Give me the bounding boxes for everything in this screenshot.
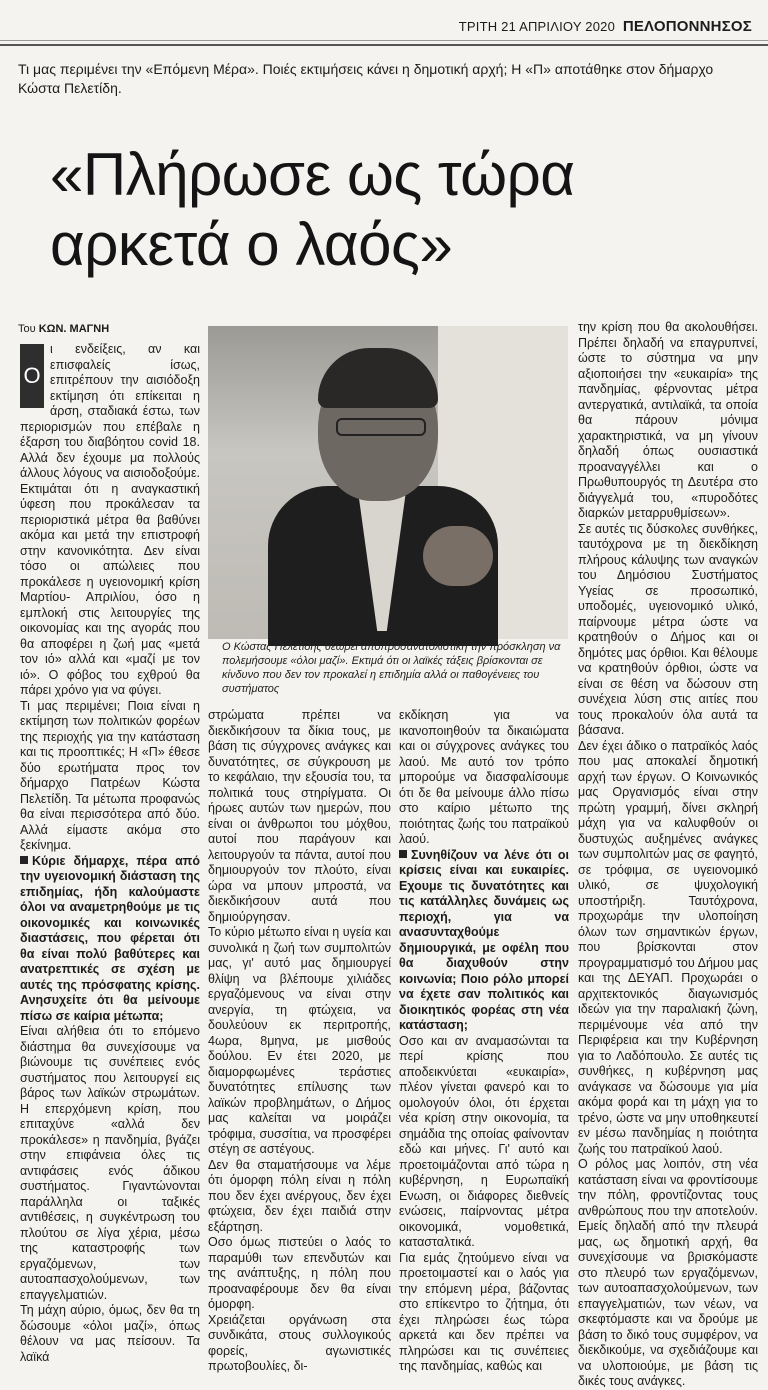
paragraph: Το κύριο μέτωπο είναι η υγεία και συνολικά η ζωή των συμπολιτών μας, γι' αυτό μας δημιουργεί θλίψη να βλέπουμε χιλιάδες εργαζόμενους να είναι στην ανεργία, τη φτώχεια, να δουλεύουν εκ περιτροπής, 4ωρα, 8μηνα, με μισθούς δούλου. Εν έτει 2020, με διαμορφωμένες τεράστιες δυνατότητες επίλυσης των λαϊκών προβλημάτων, ο Δήμος μας καλείται να μοιράζει τρόφιμα, συσσίτια, να προσφέρει στέγη σε αστέγους.	[208, 925, 391, 1156]
question-text: Συνηθίζουν να λένε ότι οι κρίσεις είναι και ευκαιρίες. Εχουμε τις δυνατότητες και τις κατάλληλες δυνάμεις ως περιοχή, για να ανασυνταχθούμε δημιουργικά, με οφέλη που θα διαχυθούν στην κοινωνία; Ποιο ρόλο μπορεί να έχετε σαν πολιτικός και διοικητικός φορέας στη νέα κατάσταση;	[399, 847, 569, 1032]
paragraph: Δεν θα σταματήσουμε να λέμε ότι όμορφη πόλη είναι η πόλη που δεν έχει ανέργους, δεν έχει φτώχεια, δεν έχει παιδιά στην εξάρτηση.	[208, 1157, 391, 1234]
paragraph: την κρίση που θα ακολουθήσει. Πρέπει δηλαδή να επαγρυπνεί, ώστε το σύστημα να μην αξιοποιήσει την «ευκαιρία» της πανδημίας, φέρνοντας μέτρα αντεργατικά, αντιλαϊκά, τα οποία θα πάρουν μόνιμα χαρακτηριστικά, να μη γίνουν δηλαδή όπως ουσιαστικά προαναγγέλλει και ο Πρωθυπουργός τη Δευτέρα στο διάγγελμά του, «πυροδότες διαρκών μεταρρυθμίσεων».	[578, 320, 758, 520]
photo-figure-hair	[318, 348, 438, 408]
photo-figure-glasses	[336, 418, 426, 436]
paragraph: Δεν έχει άδικο ο πατραϊκός λαός που μας αποκαλεί δημοτική αρχή των έργων. Ο Κοινωνικός μας Οργανισμός είναι στην πρώτη γραμμή, δίνει σκληρή μάχη για να καλυφθούν οι δυστυχώς αυξημένες ανάγκες των συμπολιτών μας σε φαγητό, σε τρόφιμα, σε υγειονομικό υλικό, σε ψυχολογική υποστήριξη. Ταυτόχρονα, προχωράμε την υλοποίηση όλων των σημαντικών έργων, που βρίσκονται στον προγραμματισμό του Δήμου μας και της ΔΕΥΑΠ. Προχωράει ο αρχιτεκτονικός διαγωνισμός ιδεών για την παραλιακή ζώνη, περιμένουμε νέα από την Περιφέρεια και την Κυβέρνηση για το Λαδόπουλο. Σε αυτές τις συνθήκες, η κυβέρνηση μας ανάγκασε να δώσουμε για μία ακόμα φορά και τη μάχη για το τρένο, ώστε να μην υποθηκευτεί εν μέσω πανδημίας η ποιότητα ζωής του πατραϊκού λαού.	[578, 738, 758, 1156]
paragraph: Ο ρόλος μας λοιπόν, στη νέα κατάσταση είναι να φροντίσουμε την πόλη, φροντίζοντας τους ανθρώπους που την αποτελούν. Εμείς δηλαδή από την πλευρά μας, ως δημοτική αρχή, θα συνεχίσουμε να βρισκόμαστε στο πλευρό των εργαζόμενων, των αυτοαπασχολούμενων, των επαγγελματιών, των νέων, να σκεφτόμαστε και να δρούμε με βάση το δικό τους συμφέρον, να διεκδικούμε, να σχεδιάζουμε και να υλοποιούμε, με βάση τις δικές τους ανάγκες.	[578, 1157, 758, 1388]
paragraph: Για εμάς ζητούμενο είναι να προετοιμαστεί και ο λαός για την επόμενη μέρα, βάζοντας στο επίκεντρο το ζήτημα, ότι έχει πληρώσει έως τώρα αρκετά και δεν πρέπει να πληρώσει και τις συνέπειες της πανδημίας, καθώς και	[399, 1250, 569, 1373]
masthead	[0, 18, 752, 38]
article-column-4	[578, 320, 758, 1388]
paragraph: Τι μας περιμένει; Ποια είναι η εκτίμηση των πολιτικών φορέων της περιοχής για την κατάσταση και τις προοπτικές; Η «Π» έθεσε δύο ερωτήματα προς τον δήμαρχο Πατρέων Κώστα Πελετίδη. Τα μέτωπα προφανώς θα είναι περισσότερα από δύο. Αλλά είμαστε ακόμα στο ξεκίνημα.	[20, 698, 200, 852]
article-column-1	[20, 342, 200, 1364]
paragraph: Τη μάχη αύριο, όμως, δεν θα τη δώσουμε «όλοι μαζί», όπως θέλουν να μας πείσουν. Τα λαϊκά	[20, 1303, 200, 1364]
article-column-2	[208, 708, 391, 1373]
byline-prefix: Του	[18, 323, 36, 335]
byline	[18, 323, 109, 335]
masthead-rule	[0, 40, 768, 41]
interview-question	[399, 848, 569, 1034]
paragraph: Είναι αλήθεια ότι το επόμενο διάστημα θα συνεχίσουμε να βιώνουμε τις συνέπειες ενός συστήματος που λειτουργεί εις βάρος των λαϊκών στρωμάτων. Η επερχόμενη κρίση, που επιταχύνε «αλλά δεν προκάλεσε» η πανδημία, βγάζει στην επιφάνεια όλες τις αντιφάσεις ενός άδικου συστήματος. Γιγαντώνονται παράλληλα οι ταξικές αντιθέσεις, η συγκέντρωση του πλούτου σε λίγα χέρια, μέσω της καταστροφής των εργαζόμενων, των αυτοαπασχολούμενων, των επαγγελματιών.	[20, 1024, 200, 1302]
photo-figure-hand	[423, 526, 493, 586]
paragraph: ι ενδείξεις, αν και επισφαλείς ίσως, επιτρέπουν την αισιόδοξη εκτίμηση ότι επίκειται η άρση, σταδιακά έστω, των περιορισμών που επέβαλε η έξαρση του διαβόητου covid 18. Αλλά δεν έχουμε μα πολλούς άλλους λόγους να αισιοδοξούμε. Εκτιμάται ότι η αναγκαστική ύφεση που προκάλεσαν τα περιοριστικά μέτρα θα βαθύνει ακόμα και μετά την επιστροφή στην κανονικότητα. Δεν είναι τόσο οι απώλειες που προκάλεσε η υγειονομική κρίση Μαρτίου- Απριλίου, όσο η εμπλοκή στις λειτουργίες της οικονομίας και της αγοράς που θα αποφέρει η ζωή μας «μετά τον ιό» αλλά και «μαζί με τον ιό». Ο φόβος του εχθρού θα πάρει χρόνο για να φύγει.	[20, 342, 200, 697]
article-column-3	[399, 708, 569, 1373]
photo-caption: Ο Κώστας Πελετίδης θεωρεί αποπροσανατολιστική την πρόσκληση να πολεμήσουμε «όλοι μαζί». Εκτιμά ότι οι λαϊκές τάξεις βρίσκονται σε κίνδυνο που δεν τον προκαλεί η επιδημία αλλά οι παθογένειες του συστήματος	[222, 641, 561, 695]
paragraph: Σε αυτές τις δύσκολες συνθήκες, ταυτόχρονα με τη διεκδίκηση πλήρους κάλυψης των αναγκών του Δημόσιου Συστήματος Υγείας σε προσωπικό, υποδομές, υγειονομικό υλικό, παίρνουμε μέτρα ώστε να κρατηθούν ο Δήμος και οι δημότες μας όρθιοι. Και θέλουμε να κρατηθούν όρθιοι, ώστε να είναι σε θέση να δώσουν στη συνέχεια λύση στις αιτίες που τους προκαλούν όλα αυτά τα βάσανα.	[578, 521, 758, 737]
byline-author: ΚΩΝ. ΜΑΓΝΗ	[38, 323, 110, 335]
paragraph: Οσο και αν αναμασώνται τα περί κρίσης που αποδεικνύεται «ευκαιρία», πλέον γίνεται φανερό και το ομολογούν όλοι, ότι έρχεται νέα κρίση στην οικονομία, τα σημάδια της οποίας φαίνονταν εδώ και μήνες. Γι' αυτό και προετοιμάζονται από τώρα η κυβέρνηση, η Ευρωπαϊκή Ενωση, οι διάφορες διεθνείς ενώσεις, παίρνοντας μέτρα οικονομικά, νομοθετικά, κατασταλτικά.	[399, 1033, 569, 1249]
question-text: Κύριε δήμαρχε, πέρα από την υγειονομική διάσταση της επιδημίας, ήδη καλούμαστε όλοι να αναμετρηθούμε με τις οικονομικές και κοινωνικές διαστάσεις, που φέρεται ότι θα είναι πολύ βαθύτερες και ανατρεπτικές σε σχέση με αυτές της πρόσφατης κρίσης. Ανησυχείτε ότι θα μείνουμε πίσω σε καίρια μέτωπα;	[20, 853, 200, 1023]
interview-question	[20, 854, 200, 1025]
issue-date: ΤΡΙΤΗ 21 ΑΠΡΙΛΙΟΥ 2020	[458, 19, 615, 34]
paragraph: στρώματα πρέπει να διεκδικήσουν τα δίκια τους, με βάση τις σύγχρονες ανάγκες και δυνατότητες, σε σύγκρουση με το κεφάλαιο, την εξουσία του, τα πολιτικά τους στηρίγματα. Οι ήρωες αυτών των ημερών, που είναι οι άνθρωποι του μόχθου, αυτοί που παράγουν και λειτουργούν τα πάντα, αυτοί που δημιουργούν τον πλούτο, είναι ώρα να μπουν μπροστά, να διεκδικήσουν αυτά που δημιούργησαν.	[208, 708, 391, 924]
masthead-rule-thick	[0, 44, 768, 46]
article-lede: Τι μας περιμένει την «Επόμενη Μέρα». Ποιές εκτιμήσεις κάνει η δημοτική αρχή; Η «Π» αποτάθηκε στον δήμαρχο Κώστα Πελετίδη.	[18, 61, 714, 96]
paragraph: Οσο όμως πιστεύει ο λαός το παραμύθι των επενδυτών και της ανάπτυξης, η πόλη που προαναφέρουμε δεν θα είναι όμορφη.	[208, 1235, 391, 1311]
article-photo	[208, 326, 568, 639]
newspaper-name: ΠΕΛΟΠΟΝΝΗΣΟΣ	[622, 18, 752, 35]
square-bullet-icon	[20, 856, 28, 864]
dropcap: Ο	[20, 344, 44, 408]
square-bullet-icon	[399, 850, 407, 858]
paragraph: Χρειάζεται οργάνωση στα συνδικάτα, στους συλλογικούς φορείς, αγωνιστικές πρωτοβουλίες, δι-	[208, 1312, 391, 1373]
paragraph: εκδίκηση για να ικανοποιηθούν τα δικαιώματα και οι σύγχρονες ανάγκες του λαού. Με αυτό τον τρόπο μπορούμε να διασφαλίσουμε ότι δε θα μείνουμε άλλο πίσω στο καίριο μέτωπο της ποιότητας ζωής του πατραϊκού λαού.	[399, 708, 569, 846]
article-headline: «Πλήρωσε ως τώρα αρκετά ο λαός»	[50, 141, 575, 278]
